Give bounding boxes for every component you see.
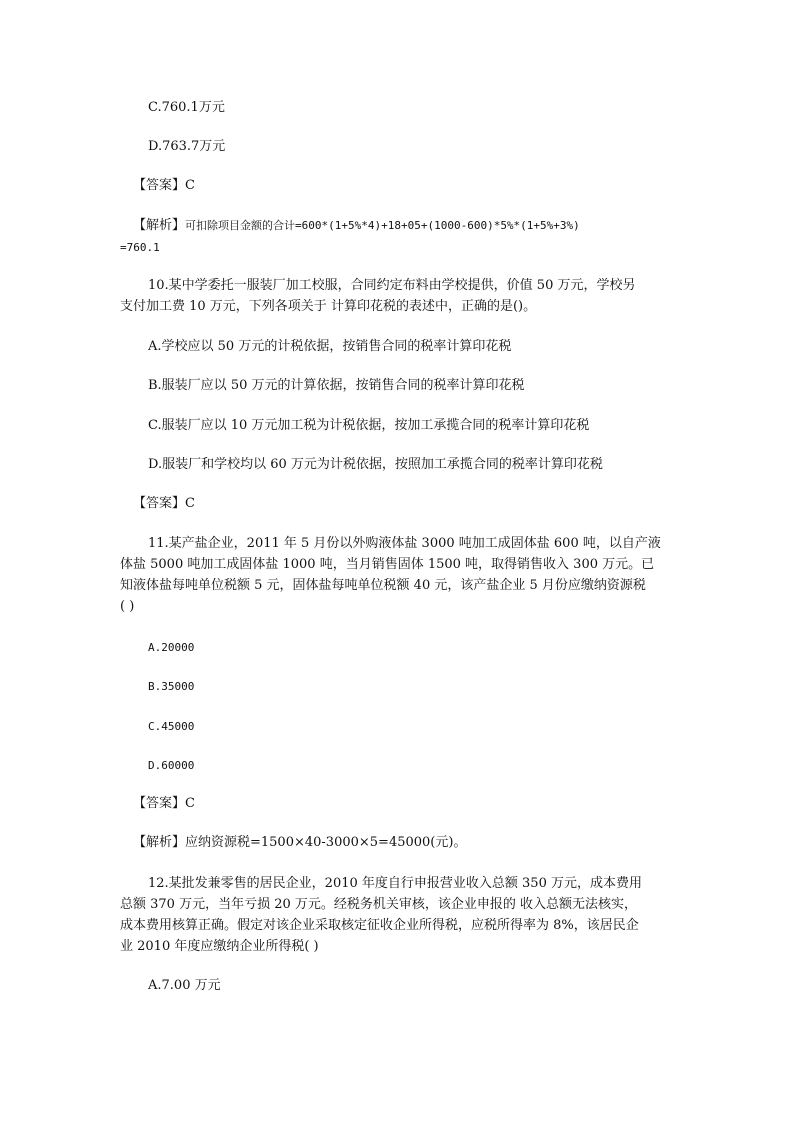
q9-analysis-result: =760.1 [120,241,160,254]
q12-stem-line-1: 12.某批发兼零售的居民企业，2010 年度自行申报营业收入总额 350 万元，成本费用 [148,876,642,891]
q9-analysis-formula: 可扣除项目金额的合计=600*(1+5%*4)+18+05+(1000-600)*5%*(1+5%+3%) [185,219,580,232]
q11-option-d: D.60000 [148,759,195,772]
q10-option-b: B.服装厂应以 50 万元的计算依据，按销售合同的税率计算印花税 [148,378,525,393]
q11-answer: 【答案】C [133,796,195,811]
q10-answer: 【答案】C [133,496,195,511]
q9-option-d: D.763.7万元 [148,139,226,154]
q10-stem-line-1: 10.某中学委托一服装厂加工校服，合同约定布料由学校提供，价值 50 万元，学校另 [148,278,636,293]
q10-option-d: D.服装厂和学校均以 60 万元为计税依据，按照加工承揽合同的税率计算印花税 [148,457,603,472]
q11-option-b: B.35000 [148,680,195,693]
q11-stem-line-4: ( ) [120,599,135,614]
q11-stem-line-2: 体盐 5000 吨加工成固体盐 1000 吨，当月销售固体 1500 吨，取得销售收入 300 万元。已 [120,557,655,572]
q12-stem-line-3: 成本费用核算正确。假定对该企业采取核定征收企业所得税，应税所得率为 8%，该居民企 [120,918,639,933]
q12-stem-line-2: 总额 370 万元，当年亏损 20 万元。经税务机关审核，该企业申报的 收入总额无法核实， [120,897,638,912]
q11-analysis: 【解析】应纳资源税=1500×40-3000×5=45000(元)。 [133,835,467,850]
q11-stem-line-1: 11.某产盐企业，2011 年 5 月份以外购液体盐 3000 吨加工成固体盐 600 吨，以自产液 [148,536,661,551]
q9-answer: 【答案】C [133,178,195,193]
q12-stem-line-4: 业 2010 年度应缴纳企业所得税( ) [120,939,319,954]
q11-option-a: A.20000 [148,641,195,654]
q9-analysis-label: 【解析】 [133,218,186,233]
q9-analysis [133,216,580,236]
q11-stem-line-3: 知液体盐每吨单位税额 5 元，固体盐每吨单位税额 40 元，该产盐企业 5 月份应缴纳资源税 [120,578,646,593]
q11-option-c: C.45000 [148,720,195,733]
q12-option-a: A.7.00 万元 [148,978,221,993]
q10-stem-line-2: 支付加工费 10 万元，下列各项关于 计算印花税的表述中，正确的是()。 [120,299,537,314]
q10-option-c: C.服装厂应以 10 万元加工税为计税依据，按加工承揽合同的税率计算印花税 [148,418,590,433]
q10-option-a: A.学校应以 50 万元的计税依据，按销售合同的税率计算印花税 [148,339,512,354]
q9-option-c: C.760.1万元 [148,100,225,115]
